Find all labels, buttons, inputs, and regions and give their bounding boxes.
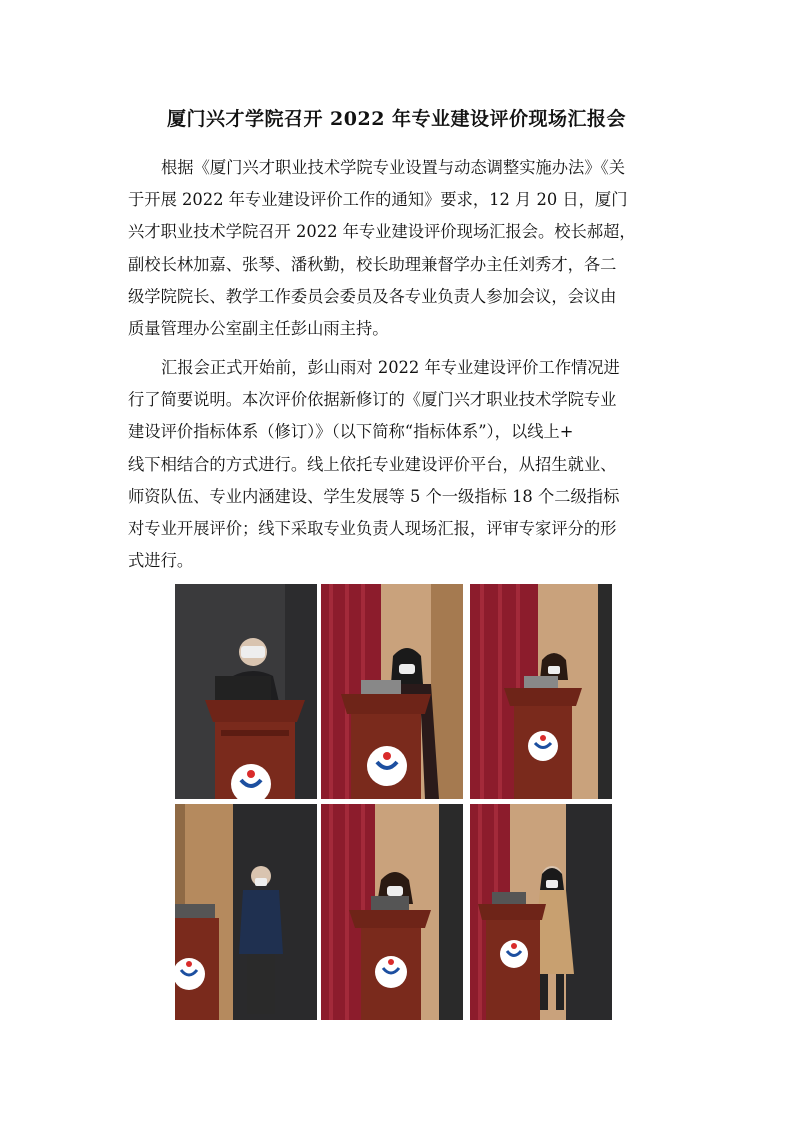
text-line: 级学院院长、教学工作委员会委员及各专业负责人参加会议，会议由 — [128, 286, 617, 306]
speaker-photo-3 — [470, 584, 612, 799]
text-line: 兴才职业技术学院召开 2022 年专业建设评价现场汇报会。校长郝超， — [128, 222, 636, 242]
text-line: 质量管理办公室副主任彭山雨主持。 — [128, 319, 389, 339]
speaker-photo-5 — [321, 804, 463, 1020]
speaker-photo-1 — [175, 584, 317, 799]
text-line: 师资队伍、专业内涵建设、学生发展等 5 个一级指标 18 个二级指标 — [128, 486, 620, 506]
text-line: 建设评价指标体系（修订）》（以下简称“指标体系”），以线上+ — [128, 422, 574, 442]
page-title: 厦门兴才学院召开 2022 年专业建设评价现场汇报会 — [166, 108, 627, 130]
text-line: 于开展 2022 年专业建设评价工作的通知》要求，12 月 20 日，厦门 — [128, 190, 628, 210]
paragraph-1 — [128, 152, 676, 345]
speaker-photo-6 — [470, 804, 612, 1020]
text-line: 副校长林加嘉、张琴、潘秋勤，校长助理兼督学办主任刘秀才，各二 — [128, 254, 617, 274]
text-line: 行了简要说明。本次评价依据新修订的《厦门兴才职业技术学院专业 — [128, 390, 617, 410]
paragraph-2 — [128, 352, 676, 577]
speaker-photo-4 — [175, 804, 317, 1020]
photo-grid — [175, 584, 612, 1020]
text-line: 线下相结合的方式进行。线上依托专业建设评价平台，从招生就业、 — [128, 454, 617, 474]
text-line: 式进行。 — [128, 551, 194, 571]
speaker-photo-2 — [321, 584, 463, 799]
text-line: 根据《厦门兴才职业技术学院专业设置与动态调整实施办法》《关 — [161, 158, 626, 177]
text-line: 汇报会正式开始前，彭山雨对 2022 年专业建设评价工作情况进 — [161, 358, 620, 377]
text-line: 对专业开展评价；线下采取专业负责人现场汇报，评审专家评分的形 — [128, 519, 617, 539]
